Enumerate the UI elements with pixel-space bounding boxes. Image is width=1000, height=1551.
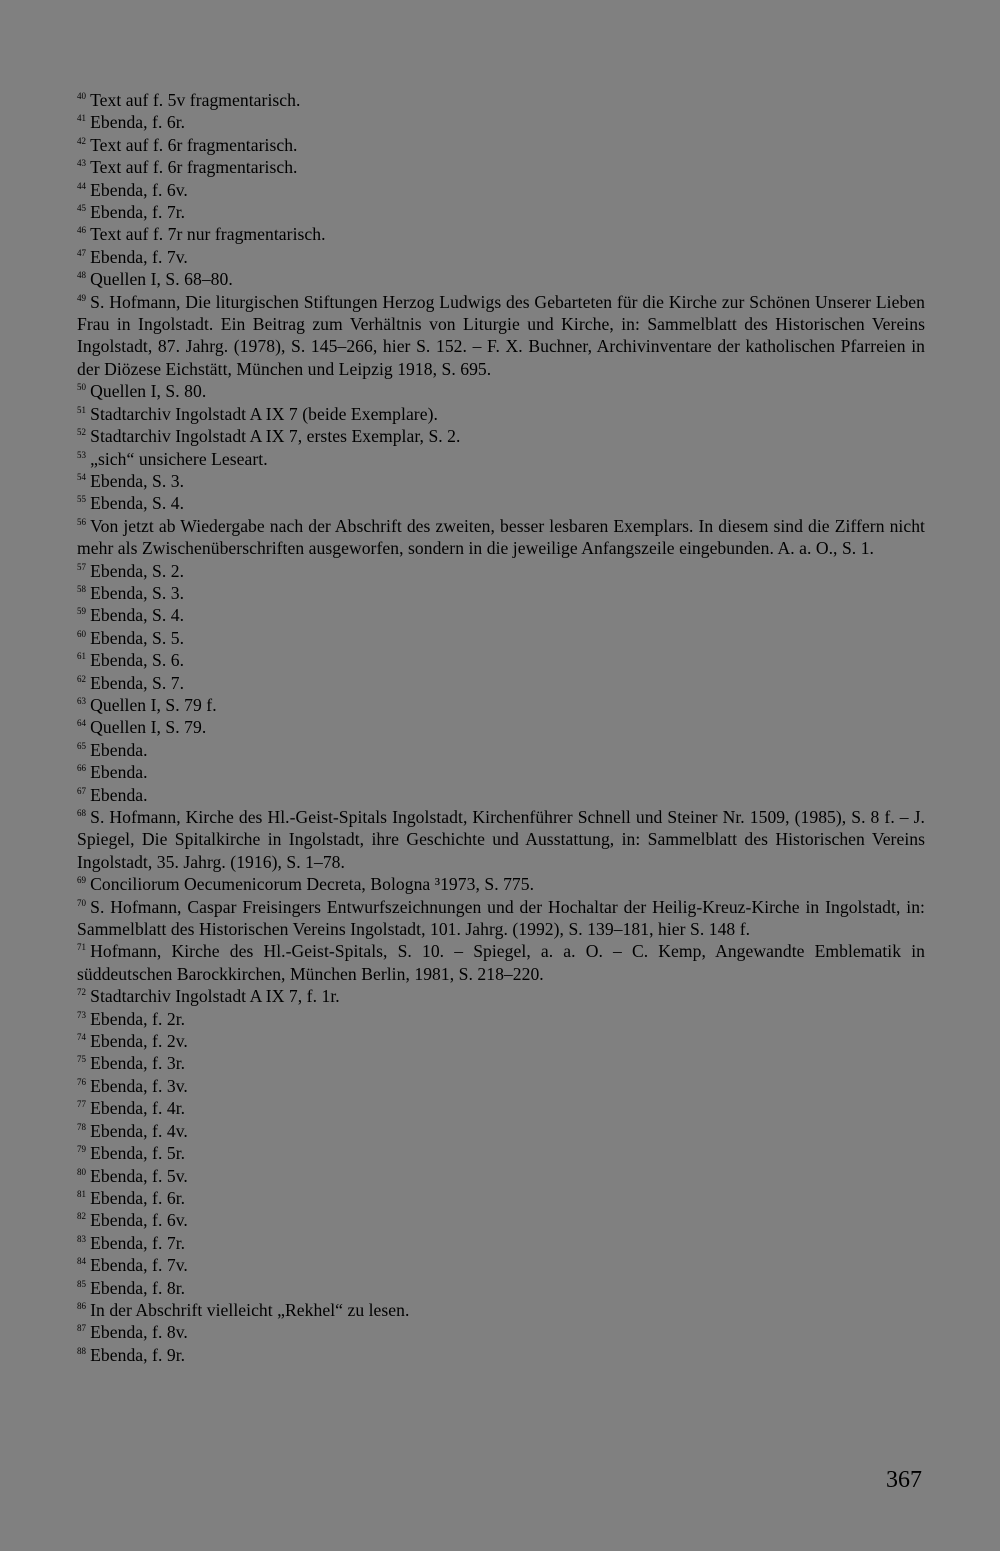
footnote-text: Ebenda, S. 5. <box>90 627 185 648</box>
footnote <box>77 403 925 425</box>
footnote-number: 82 <box>77 1211 87 1222</box>
footnote-text: Ebenda, S. 7. <box>90 672 185 693</box>
footnote-number: 79 <box>77 1144 87 1155</box>
footnote <box>77 268 925 290</box>
footnote-number: 43 <box>77 158 87 169</box>
footnote <box>77 1052 925 1074</box>
footnote-number: 42 <box>77 135 87 146</box>
footnote-text: Quellen I, S. 80. <box>90 381 207 402</box>
footnote-number: 64 <box>77 718 87 729</box>
footnote-text: Text auf f. 6r fragmentarisch. <box>90 157 298 178</box>
footnote-number: 71 <box>77 942 87 953</box>
footnote <box>77 560 925 582</box>
footnote-number: 68 <box>77 808 87 818</box>
footnote-text: Quellen I, S. 79 f. <box>90 694 217 715</box>
footnote <box>77 470 925 492</box>
footnote-text: Ebenda, S. 3. <box>90 582 185 603</box>
footnote-text: Ebenda, S. 4. <box>90 493 185 514</box>
footnote-text: Stadtarchiv Ingolstadt A IX 7, f. 1r. <box>90 986 340 1007</box>
footnote-text: Ebenda, f. 7v. <box>90 1255 188 1276</box>
footnote <box>77 1120 925 1142</box>
footnote-text: Stadtarchiv Ingolstadt A IX 7 (beide Exemplare). <box>90 403 438 424</box>
footnote-text: In der Abschrift vielleicht „Rekhel“ zu lesen. <box>90 1299 410 1320</box>
footnote-text: Ebenda, f. 6r. <box>90 1187 186 1208</box>
footnote <box>77 1344 925 1366</box>
footnote-number: 50 <box>77 382 87 393</box>
footnote-text: Ebenda, f. 4r. <box>90 1098 186 1119</box>
footnote-text: Ebenda, f. 6r. <box>90 112 186 133</box>
footnotes-block <box>77 89 925 1366</box>
footnote-text: Ebenda, f. 3r. <box>90 1053 186 1074</box>
footnote <box>77 201 925 223</box>
footnote <box>77 1075 925 1097</box>
footnote-number: 54 <box>77 471 87 482</box>
footnote-text: Ebenda, f. 3v. <box>90 1075 188 1096</box>
footnote-text: Conciliorum Oecumenicorum Decreta, Bologna ³1973, S. 775. <box>90 874 535 895</box>
footnote <box>77 1277 925 1299</box>
footnote-text: Ebenda, f. 7r. <box>90 202 186 223</box>
footnote-number: 45 <box>77 203 87 214</box>
footnote-text: Quellen I, S. 79. <box>90 717 207 738</box>
footnote <box>77 1142 925 1164</box>
footnote-number: 53 <box>77 449 87 460</box>
footnote <box>77 1030 925 1052</box>
footnote-number: 67 <box>77 785 87 796</box>
footnote-number: 48 <box>77 270 87 281</box>
footnote-number: 77 <box>77 1099 87 1110</box>
footnote-number: 44 <box>77 180 87 191</box>
footnote-number: 61 <box>77 651 87 662</box>
footnote <box>77 492 925 514</box>
footnote <box>77 134 925 156</box>
footnote-number: 73 <box>77 1009 87 1020</box>
footnote-number: 78 <box>77 1121 87 1132</box>
footnote-number: 74 <box>77 1032 87 1043</box>
footnote-number: 65 <box>77 740 87 751</box>
footnote <box>77 111 925 133</box>
footnote <box>77 649 925 671</box>
footnote-number: 66 <box>77 763 87 774</box>
footnote <box>77 716 925 738</box>
footnote-text: Ebenda, S. 3. <box>90 470 185 491</box>
footnote-text: Text auf f. 5v fragmentarisch. <box>90 90 301 110</box>
footnote <box>77 739 925 761</box>
footnote-number: 47 <box>77 247 87 258</box>
footnote-text: Ebenda, f. 5r. <box>90 1143 186 1164</box>
footnote-number: 41 <box>77 113 87 124</box>
footnote-text: S. Hofmann, Caspar Freisingers Entwurfszeichnungen und der Hochaltar der Heilig-Kreuz-Kirche in Ingolstadt, in: Sammelblatt des Historischen Vereins Ingolstadt, 101. Jahrg. (1992), S. 139–181, hier S. 148 f. <box>77 896 925 940</box>
footnote-text: Ebenda, S. 6. <box>90 650 185 671</box>
footnote <box>77 604 925 626</box>
footnote <box>77 156 925 178</box>
footnote-number: 72 <box>77 987 87 998</box>
footnote-number: 81 <box>77 1188 87 1199</box>
footnote <box>77 672 925 694</box>
footnote-number: 62 <box>77 673 87 684</box>
footnote <box>77 425 925 447</box>
footnote-number: 55 <box>77 494 87 505</box>
footnote-number: 70 <box>77 897 87 908</box>
footnote-number: 86 <box>77 1300 87 1311</box>
footnote-number: 58 <box>77 583 87 594</box>
footnote-text: Ebenda, f. 4v. <box>90 1120 188 1141</box>
footnote <box>77 1097 925 1119</box>
footnote <box>77 1299 925 1321</box>
footnote-text: Quellen I, S. 68–80. <box>90 269 233 290</box>
footnote <box>77 1321 925 1343</box>
footnote <box>77 784 925 806</box>
footnote-text: Text auf f. 7r nur fragmentarisch. <box>90 224 326 245</box>
footnote-text: Von jetzt ab Wiedergabe nach der Abschrift des zweiten, besser lesbaren Exemplars. In diesem sind die Ziffern nicht mehr als Zwischenüberschriften ausgeworfen, sondern in die jeweilige Anfangszeile eingebunden. A. a. O., S. 1. <box>77 515 925 559</box>
footnote-text: Ebenda, f. 9r. <box>90 1344 186 1365</box>
footnote-text: Ebenda, f. 7v. <box>90 246 188 267</box>
footnote-number: 56 <box>77 516 87 527</box>
footnote-number: 60 <box>77 628 87 639</box>
footnote-text: Ebenda, f. 8r. <box>90 1277 186 1298</box>
footnote <box>77 1165 925 1187</box>
footnote-number: 88 <box>77 1345 87 1356</box>
footnote <box>77 694 925 716</box>
footnote <box>77 873 925 895</box>
footnote-text: Ebenda, f. 2r. <box>90 1008 186 1029</box>
footnote-number: 76 <box>77 1076 87 1087</box>
footnote-text: Ebenda, f. 6v. <box>90 1210 188 1231</box>
footnote <box>77 515 925 560</box>
footnote-number: 51 <box>77 404 87 415</box>
footnote-text: Ebenda, S. 4. <box>90 605 185 626</box>
footnote <box>77 985 925 1007</box>
footnote <box>77 1008 925 1030</box>
footnote <box>77 1254 925 1276</box>
footnote <box>77 761 925 783</box>
footnote-number: 40 <box>77 91 87 101</box>
footnote <box>77 380 925 402</box>
footnote <box>77 89 925 111</box>
footnote-number: 63 <box>77 695 87 706</box>
footnote <box>77 291 925 381</box>
footnote-number: 85 <box>77 1278 87 1289</box>
footnote-text: „sich“ unsichere Leseart. <box>90 448 268 469</box>
footnote-number: 49 <box>77 292 87 303</box>
footnote <box>77 1232 925 1254</box>
footnote-number: 84 <box>77 1256 87 1267</box>
footnote <box>77 896 925 941</box>
footnote <box>77 1187 925 1209</box>
footnote <box>77 223 925 245</box>
footnote-number: 46 <box>77 225 87 236</box>
footnote-text: Ebenda, f. 7r. <box>90 1232 186 1253</box>
footnote-text: Ebenda. <box>90 762 148 783</box>
footnote-text: Hofmann, Kirche des Hl.-Geist-Spitals, S. 10. – Spiegel, a. a. O. – C. Kemp, Angewandte Emblematik in süddeutschen Barockkirchen, München Berlin, 1981, S. 218–220. <box>77 941 925 984</box>
footnote <box>77 1209 925 1231</box>
footnote-text: Stadtarchiv Ingolstadt A IX 7, erstes Exemplar, S. 2. <box>90 426 461 447</box>
footnote-number: 80 <box>77 1166 87 1177</box>
footnote <box>77 582 925 604</box>
footnote-text: S. Hofmann, Die liturgischen Stiftungen Herzog Ludwigs des Gebarteten für die Kirche zur Schönen Unserer Lieben Frau in Ingolstadt. Ein Beitrag zum Verhältnis von Liturgie und Kirche, in: Sammelblatt des Historischen Vereins Ingolstadt, 87. Jahrg. (1978), S. 145–266, hier S. 152. – F. X. Buchner, Archivinventare der katholischen Pfarreien in der Diözese Eichstätt, München und Leipzig 1918, S. 695. <box>77 291 925 379</box>
footnote-number: 57 <box>77 561 87 572</box>
footnote-number: 59 <box>77 606 87 617</box>
footnote <box>77 627 925 649</box>
footnote-number: 87 <box>77 1323 87 1334</box>
footnote <box>77 448 925 470</box>
footnote <box>77 806 925 873</box>
footnote-number: 83 <box>77 1233 87 1244</box>
footnote-text: Ebenda, f. 6v. <box>90 179 188 200</box>
footnote-text: Ebenda. <box>90 739 148 760</box>
footnote-text: S. Hofmann, Kirche des Hl.-Geist-Spitals Ingolstadt, Kirchenführer Schnell und Steiner Nr. 1509, (1985), S. 8 f. – J. Spiegel, Die Spitalkirche in Ingolstadt, ihre Geschichte und Ausstattung, in: Sammelblatt des Historischen Vereins Ingolstadt, 35. Jahrg. (1916), S. 1–78. <box>77 807 925 872</box>
footnote-text: Ebenda, f. 2v. <box>90 1031 188 1052</box>
footnote-text: Ebenda, S. 2. <box>90 560 185 581</box>
footnote-number: 69 <box>77 875 87 886</box>
footnote-number: 75 <box>77 1054 87 1065</box>
footnote <box>77 246 925 268</box>
footnote-number: 52 <box>77 427 87 438</box>
footnote-text: Ebenda. <box>90 784 148 805</box>
footnote-list <box>77 89 925 1366</box>
footnote-text: Ebenda, f. 5v. <box>90 1165 188 1186</box>
footnote-text: Ebenda, f. 8v. <box>90 1322 188 1343</box>
page-number: 367 <box>886 1467 922 1493</box>
footnote <box>77 940 925 985</box>
footnote <box>77 179 925 201</box>
footnote-text: Text auf f. 6r fragmentarisch. <box>90 134 298 155</box>
